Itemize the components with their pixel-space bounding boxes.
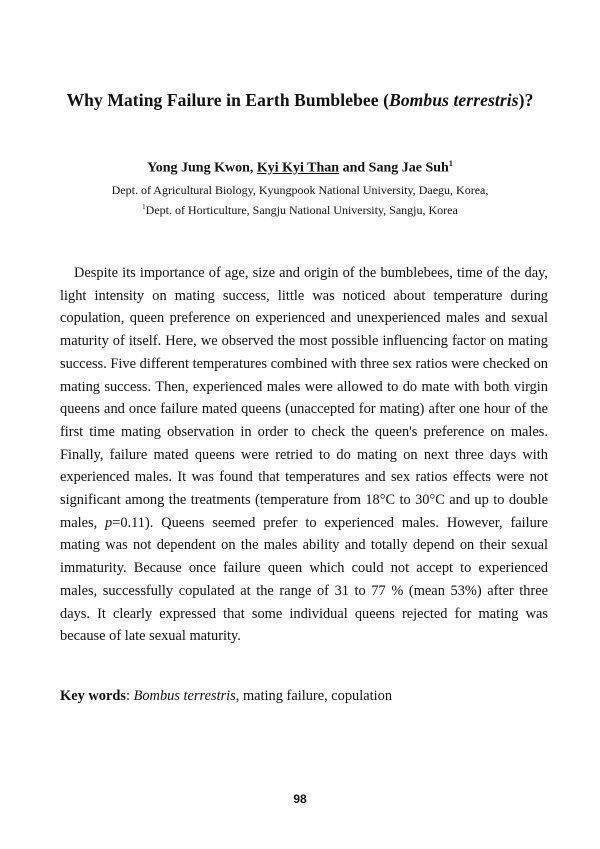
abstract-body: [60, 262, 548, 648]
affiliation-2: [0, 203, 600, 218]
title-prefix: Why Mating Failure in Earth Bumblebee (: [66, 90, 390, 110]
author-line: [0, 159, 600, 177]
author-2: Kyi Kyi Than: [256, 160, 340, 176]
keywords-line: [60, 688, 550, 705]
affiliation-2-text: Dept. of Horticulture, Sangju National University, Sangju, Korea: [145, 203, 458, 217]
affiliation-2-mark: 1: [142, 203, 146, 211]
author-3: Sang Jae Suh: [368, 160, 449, 176]
paper-title: [0, 90, 600, 111]
abstract-part-2: =0.11). Queens seemed prefer to experienced males. However, failure mating was not dependent on the males ability and totally depend on their sexual immaturity. Because once failure queen which could not accept to experienced males, successfully copulated at the range of 31 to 77 % (mean 53%) after three days. It clearly expressed that some individual queens rejected for mating was because of late sexual maturity.: [60, 514, 548, 645]
keywords-label: Key words: [60, 688, 126, 704]
author-connector: and: [342, 160, 366, 176]
title-species: Bombus terrestris: [389, 90, 519, 110]
author-3-affiliation-mark: 1: [448, 159, 453, 168]
keywords-rest: , mating failure, copulation: [235, 688, 393, 704]
affiliation-1: Dept. of Agricultural Biology, Kyungpook National University, Daegu, Korea,: [111, 183, 489, 197]
keywords-colon: :: [125, 688, 134, 704]
page-number: 98: [293, 792, 307, 806]
abstract-part-1: Despite its importance of age, size and origin of the bumblebees, time of the day, light intensity on mating success, little was noticed about temperature during copulation, queen preference on experienced and unexperienced males and sexual maturity of itself. Here, we observed the most possible influencing factor on mating success. Five different temperatures combined with three sex ratios were checked on mating success. Then, experienced males were allowed to do mate with both virgin queens and once failure mated queens (unaccepted for mating) after one hour of the first time mating observation in order to check the queen's preference on males. Finally, failure mated queens were retried to do mating on next three days with experienced males. It was found that temperatures and sex ratios effects were not significant among the treatments (temperature from 18°C to 30°C and up to double males,: [60, 265, 548, 531]
author-1: Yong Jung Kwon,: [147, 160, 254, 176]
keyword-species: Bombus terrestris: [133, 688, 236, 704]
title-suffix: )?: [518, 90, 534, 110]
p-value-symbol: p: [105, 514, 113, 531]
